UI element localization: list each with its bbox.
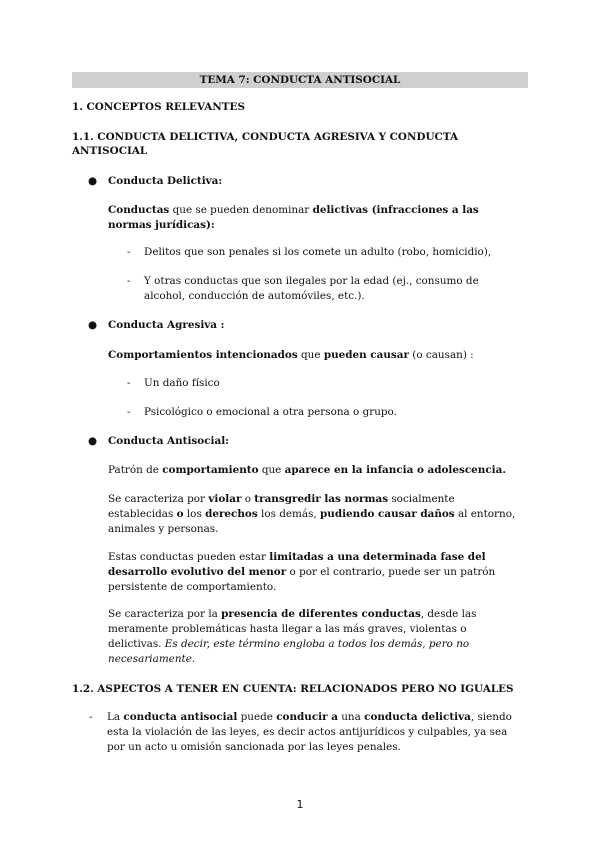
agresiva-item-2	[127, 405, 522, 420]
emphasis: derechos	[205, 508, 258, 520]
text: una	[337, 711, 365, 723]
agresiva-term: Comportamientos intencionados	[108, 349, 298, 361]
dash-marker: -	[127, 377, 131, 389]
emphasis: transgredir las normas	[254, 493, 389, 505]
agresiva-item-text: Un daño físico	[144, 377, 220, 389]
emphasis: comportamiento	[162, 464, 259, 476]
text: Patrón de	[108, 464, 163, 476]
document-title: TEMA 7: CONDUCTA ANTISOCIAL	[72, 72, 528, 88]
bullet-icon: ●	[88, 319, 98, 331]
text: al entorno, animales y personas.	[108, 508, 516, 535]
agresiva-verb: pueden causar	[323, 349, 409, 361]
text: socialmente establecidas	[108, 493, 455, 520]
antisocial-paragraph-2	[108, 492, 518, 537]
bullet-icon: ●	[88, 175, 98, 187]
emphasis: pudiendo causar daños	[320, 508, 455, 520]
aspect-text	[107, 710, 521, 755]
antisocial-paragraph-1	[108, 463, 518, 478]
emphasis: aparece en la infancia o adolescencia.	[284, 464, 506, 476]
emphasis: conducta delictiva	[364, 711, 471, 723]
emphasis: conducta antisocial	[123, 711, 238, 723]
section-1-heading: 1. CONCEPTOS RELEVANTES	[72, 101, 245, 113]
agresiva-text-end: (o causan) :	[408, 349, 474, 361]
dash-marker: -	[127, 246, 131, 258]
delictiva-item-2	[127, 274, 522, 304]
aspect-item	[89, 710, 521, 755]
delictiva-definition: delictivas (infracciones a las normas jurídicas):	[108, 204, 479, 231]
delictiva-term: Conductas	[108, 204, 170, 216]
bullet-icon: ●	[88, 435, 98, 447]
agresiva-text: que	[297, 349, 324, 361]
emphasis: limitadas a una determinada fase del desarrollo evolutivo del menor	[108, 551, 486, 578]
bullet-delictiva	[88, 174, 222, 188]
text: puede	[237, 711, 277, 723]
text: los	[186, 508, 206, 520]
text: , desde las meramente problemáticas hasta llegar a las más graves, violentas o delictivas.	[108, 608, 477, 650]
text: Se caracteriza por la	[108, 608, 222, 620]
antisocial-paragraph-4	[108, 607, 518, 667]
text: los demás,	[257, 508, 321, 520]
delictiva-heading: Conducta Delictiva:	[108, 175, 223, 187]
text: .	[191, 653, 196, 665]
italic-note: Es decir, este término engloba a todos los demás, pero no necesariamente	[108, 638, 470, 665]
delictiva-item-1	[127, 245, 522, 260]
bullet-agresiva	[88, 318, 224, 332]
delictiva-text: que se pueden denominar	[169, 204, 313, 216]
page-number: 1	[296, 798, 304, 811]
agresiva-item-1	[127, 376, 522, 391]
text: o por el contrario, puede ser un patrón persistente de comportamiento.	[108, 566, 496, 593]
bullet-antisocial	[88, 434, 229, 448]
section-1-2-heading: 1.2. ASPECTOS A TENER EN CUENTA: RELACIONADOS PERO NO IGUALES	[72, 683, 514, 695]
emphasis: conducir a	[276, 711, 338, 723]
agresiva-paragraph	[108, 348, 518, 363]
dash-marker: -	[127, 275, 131, 287]
text: , siendo esta la violación de las leyes, es decir actos antijurídicos y culpables, ya sea por un acto u omisión sancionada por las leyes penales.	[107, 711, 512, 753]
antisocial-heading: Conducta Antisocial:	[108, 435, 229, 447]
text: Se caracteriza por	[108, 493, 209, 505]
antisocial-paragraph-3	[108, 550, 518, 595]
dash-marker: -	[89, 711, 93, 723]
section-1-1-heading: 1.1. CONDUCTA DELICTIVA, CONDUCTA AGRESIVA Y CONDUCTA ANTISOCIAL	[72, 131, 459, 157]
dash-marker: -	[127, 406, 131, 418]
text: o	[241, 493, 255, 505]
emphasis: violar	[208, 493, 242, 505]
agresiva-heading: Conducta Agresiva :	[108, 319, 225, 331]
agresiva-item-text: Psicológico o emocional a otra persona o grupo.	[144, 406, 397, 418]
text: Estas conductas pueden estar	[108, 551, 270, 563]
delictiva-item-text: Delitos que son penales si los comete un adulto (robo, homicidio),	[144, 246, 492, 258]
text: La	[107, 711, 124, 723]
text: que	[258, 464, 285, 476]
emphasis: presencia de diferentes conductas	[221, 608, 421, 620]
delictiva-paragraph	[108, 203, 518, 233]
delictiva-item-text: Y otras conductas que son ilegales por la edad (ej., consumo de alcohol, conducción de automóviles, etc.).	[144, 275, 479, 302]
emphasis: o	[176, 508, 184, 520]
